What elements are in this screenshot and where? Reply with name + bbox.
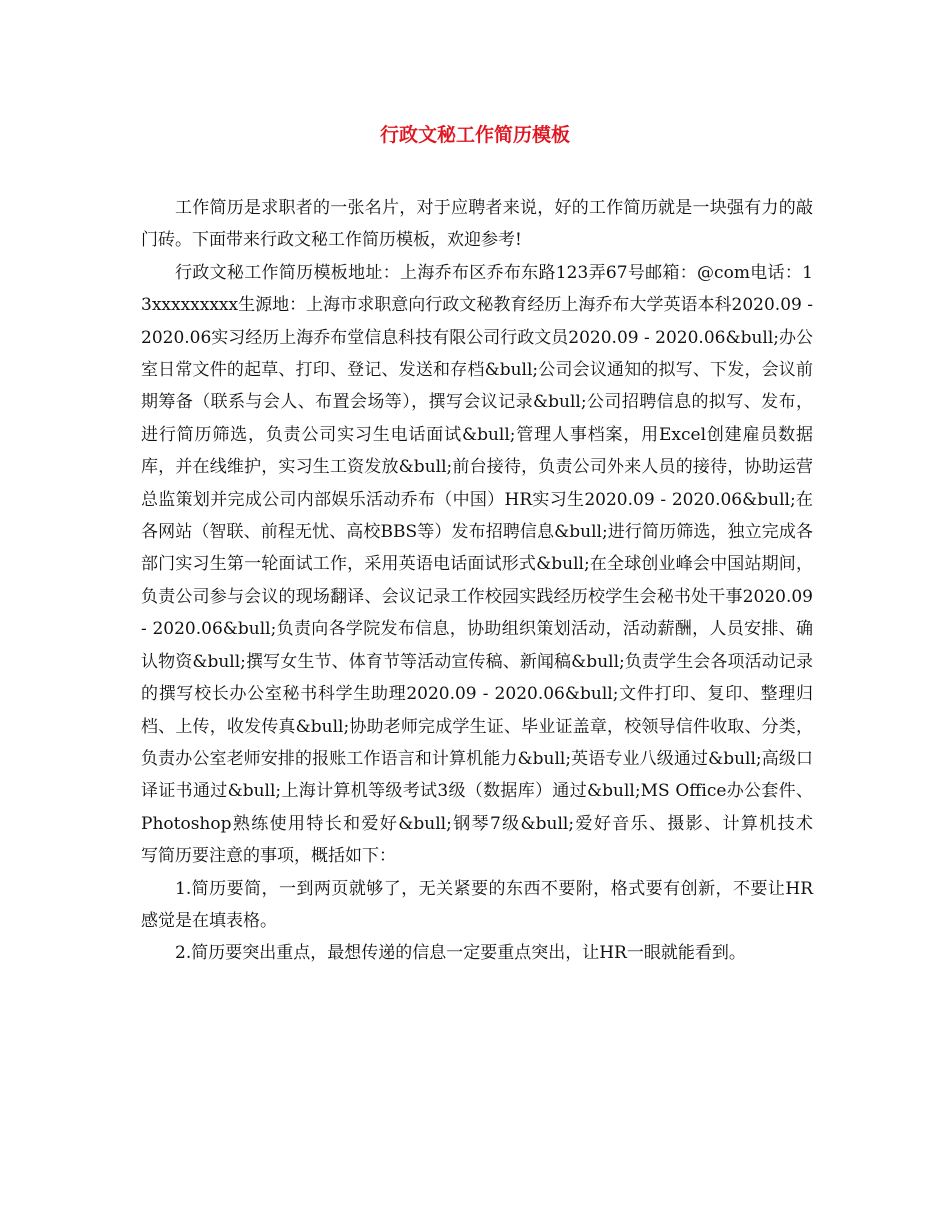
document-body [141, 192, 847, 970]
document-title: 行政文秘工作简历模板 [379, 124, 570, 146]
tip-paragraph-1: 1.简历要简，一到两页就够了，无关紧要的东西不要附，格式要有创新，不要让HR感觉是在填表格。 [141, 878, 813, 931]
resume-template-paragraph: 行政文秘工作简历模板地址：上海乔布区乔布东路123弄67号邮箱：@com电话：13xxxxxxxxx生源地：上海市求职意向行政文秘教育经历上海乔布大学英语本科2020.09 - 2020.06实习经历上海乔布堂信息科技有限公司行政文员2020.09 - 2020.06&bull;办公室日常文件的起草、打印、登记、发送和存档&bull;公司会议通知的拟写、下发，会议前期筹备（联系与会人、布置会场等），撰写会议记录&bull;公司招聘信息的拟写、发布，进行简历筛选，负责公司实习生电话面试&bull;管理人事档案，用Excel创建雇员数据库，并在线维护，实习生工资发放&bull;前台接待，负责公司外来人员的接待，协助运营总监策划并完成公司内部娱乐活动乔布（中国）HR实习生2020.09 - 2020.06&bull;在各网站（智联、前程无忧、高校BBS等）发布招聘信息&bull;进行简历筛选，独立完成各部门实习生第一轮面试工作，采用英语电话面试形式&bull;在全球创业峰会中国站期间，负责公司参与会议的现场翻译、会议记录工作校园实践经历校学生会秘书处干事2020.09 - 2020.06&bull;负责向各学院发布信息，协助组织策划活动，活动薪酬，人员安排、确认物资&bull;撰写女生节、体育节等活动宣传稿、新闻稿&bull;负责学生会各项活动记录的撰写校长办公室秘书科学生助理2020.09 - 2020.06&bull;文件打印、复印、整理归档、上传，收发传真&bull;协助老师完成学生证、毕业证盖章，校领导信件收取、分类，负责办公室老师安排的报账工作语言和计算机能力&bull;英语专业八级通过&bull;高级口译证书通过&bull;上海计算机等级考试3级（数据库）通过&bull;MS Office办公套件、Photoshop熟练使用特长和爱好&bull;钢琴7级&bull;爱好音乐、摄影、计算机技术 写简历要注意的事项，概括如下： [141, 262, 847, 867]
intro-paragraph: 工作简历是求职者的一张名片，对于应聘者来说，好的工作简历就是一块强有力的敲门砖。下面带来行政文秘工作简历模板，欢迎参考! [141, 198, 813, 251]
tip-paragraph-2: 2.简历要突出重点，最想传递的信息一定要重点突出，让HR一眼就能看到。 [175, 943, 746, 964]
